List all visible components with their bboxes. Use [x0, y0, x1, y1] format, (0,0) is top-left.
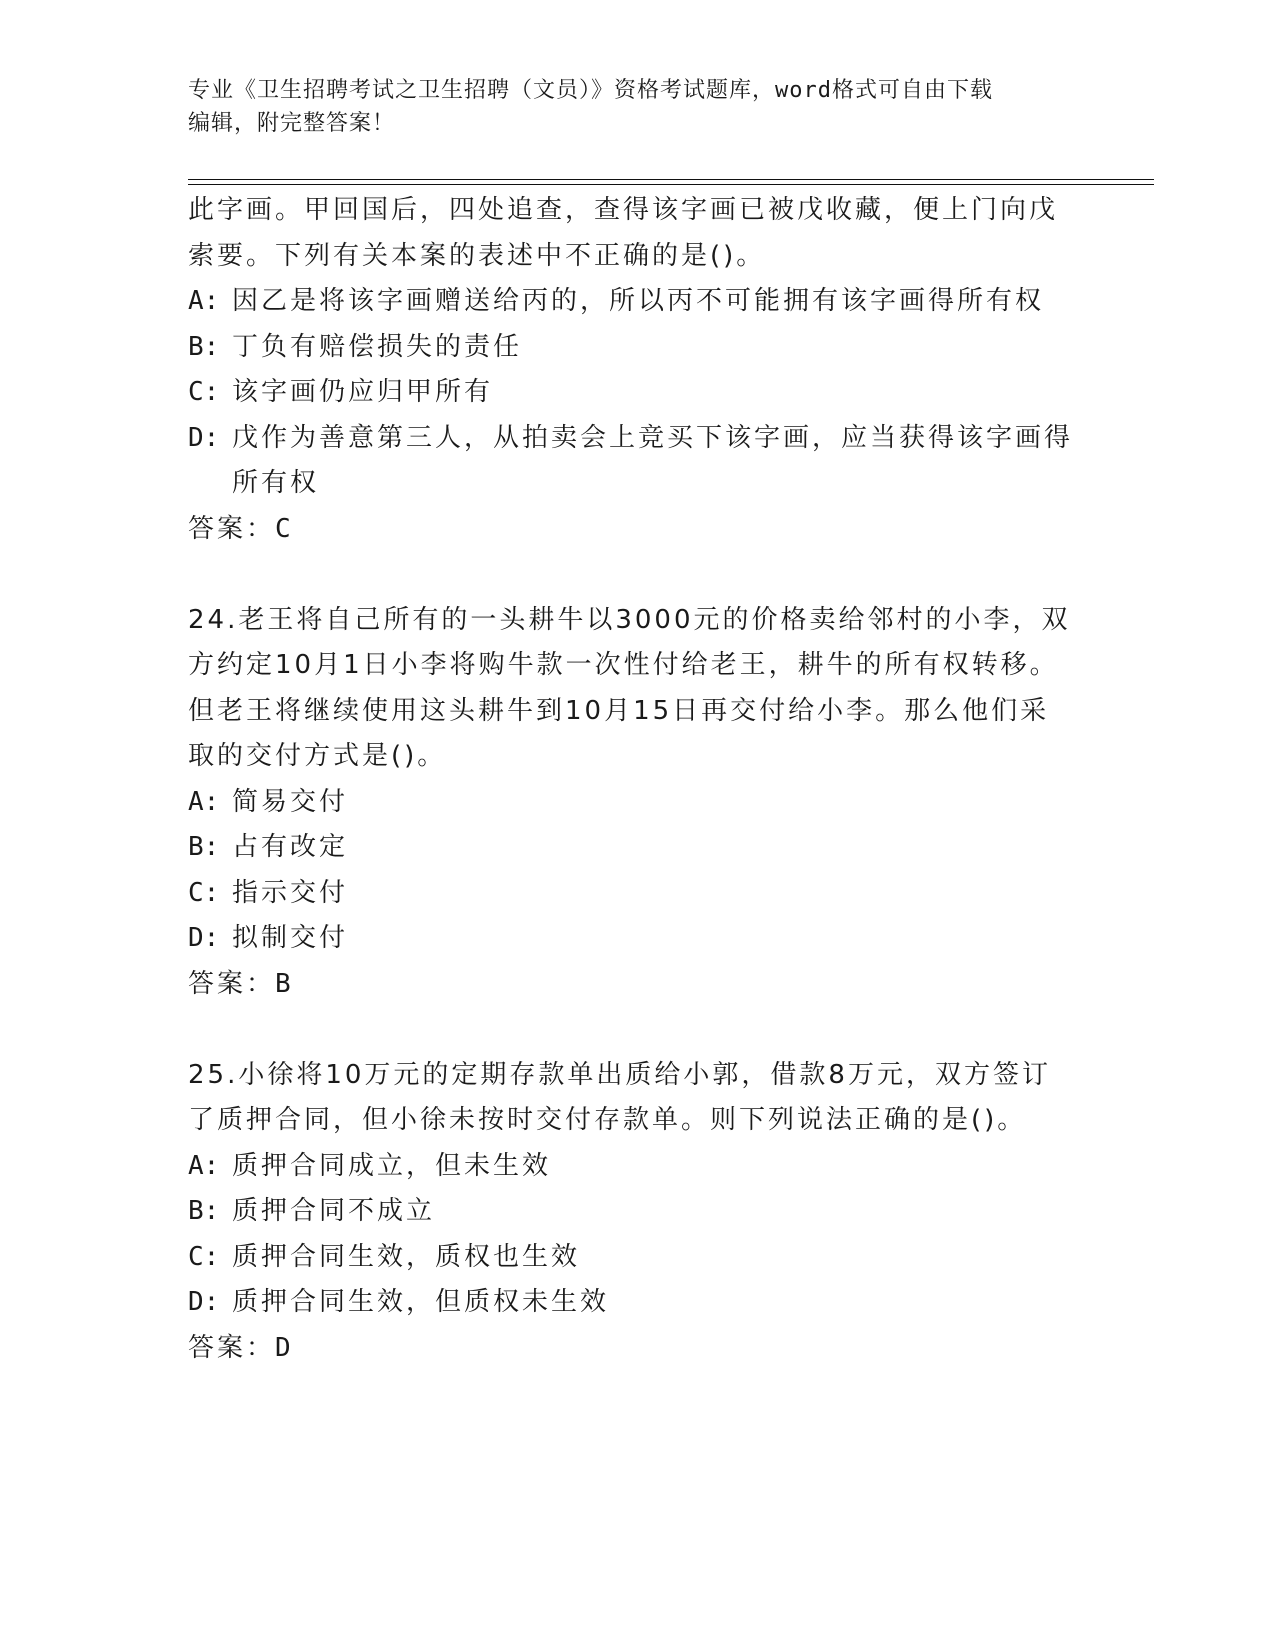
option-text: 拟制交付	[232, 923, 349, 953]
header-line-2: 编辑，附完整答案！	[188, 111, 396, 136]
option-letter: A:	[188, 286, 220, 316]
option-c	[188, 370, 1088, 416]
option-letter: B:	[188, 832, 220, 862]
answer-label: 答案：	[188, 968, 276, 999]
header-divider-top	[188, 179, 1154, 180]
option-letter: D:	[188, 1287, 220, 1317]
option-b	[188, 1189, 1088, 1235]
option-letter: C:	[188, 377, 220, 407]
option-c	[188, 1235, 1088, 1281]
option-text: 质押合同生效，质权也生效	[232, 1241, 581, 1272]
option-d	[188, 916, 1088, 962]
question-block	[188, 1053, 1088, 1372]
spacer	[188, 552, 1088, 598]
answer-line	[188, 1326, 1088, 1372]
option-a	[188, 780, 1088, 826]
option-letter: A:	[188, 786, 220, 817]
answer-line	[188, 962, 1088, 1008]
answer-label: 答案：	[188, 1332, 276, 1363]
option-text: 因乙是将该字画赠送给丙的，所以丙不可能拥有该字画得所有权	[232, 286, 1045, 316]
answer-line	[188, 507, 1088, 553]
question-stem-line: 但老王将继续使用这头耕牛到10月15日再交付给小李。那么他们采	[188, 695, 1050, 726]
answer-value: C	[275, 513, 291, 544]
option-d	[188, 1280, 1088, 1326]
question-block	[188, 598, 1088, 1008]
question-stem-line: 了质押合同，但小徐未按时交付存款单。则下列说法正确的是()。	[188, 1105, 1027, 1135]
question-stem-line: 24.老王将自己所有的一头耕牛以3000元的价格卖给邻村的小李，双	[188, 604, 1071, 635]
option-letter: B:	[188, 1196, 220, 1226]
option-text: 丁负有赔偿损失的责任	[232, 331, 523, 362]
option-a	[188, 279, 1088, 325]
option-text: 指示交付	[232, 877, 349, 908]
question-block	[188, 188, 1088, 552]
option-text: 质押合同不成立	[232, 1196, 436, 1226]
option-a	[188, 1144, 1088, 1190]
option-letter: D:	[188, 422, 220, 453]
question-stem-line: 取的交付方式是()。	[188, 741, 447, 771]
option-c	[188, 871, 1088, 917]
header-line-1: 专业《卫生招聘考试之卫生招聘（文员）》资格考试题库，word格式可自由下载	[188, 78, 993, 103]
header-divider-bottom	[188, 184, 1154, 185]
option-text: 占有改定	[232, 832, 349, 862]
option-b	[188, 825, 1088, 871]
answer-value: D	[275, 1332, 291, 1363]
option-text: 质押合同成立，但未生效	[232, 1150, 552, 1181]
option-letter: C:	[188, 877, 220, 908]
option-text: 该字画仍应归甲所有	[232, 377, 494, 407]
question-content	[188, 188, 1088, 1371]
option-letter: A:	[188, 1150, 220, 1181]
question-stem-line: 索要。下列有关本案的表述中不正确的是()。	[188, 240, 766, 271]
option-text: 简易交付	[232, 786, 349, 817]
question-stem-line: 此字画。甲回国后，四处追查，查得该字画已被戊收藏，便上门向戊	[188, 195, 1059, 225]
answer-value: B	[275, 968, 291, 999]
document-header	[188, 74, 1088, 140]
option-b	[188, 325, 1088, 371]
option-text: 戊作为善意第三人，从拍卖会上竞买下该字画，应当获得该字画得所有权	[232, 422, 1074, 498]
question-stem-line: 方约定10月1日小李将购牛款一次性付给老王，耕牛的所有权转移。	[188, 650, 1059, 680]
option-d	[188, 416, 1088, 507]
option-letter: D:	[188, 923, 220, 953]
spacer	[188, 1007, 1088, 1053]
answer-label: 答案：	[188, 513, 276, 544]
option-letter: B:	[188, 331, 220, 362]
option-text: 质押合同生效，但质权未生效	[232, 1287, 610, 1317]
question-stem-line: 25.小徐将10万元的定期存款单出质给小郭，借款8万元，双方签订	[188, 1059, 1051, 1090]
option-letter: C:	[188, 1241, 220, 1272]
